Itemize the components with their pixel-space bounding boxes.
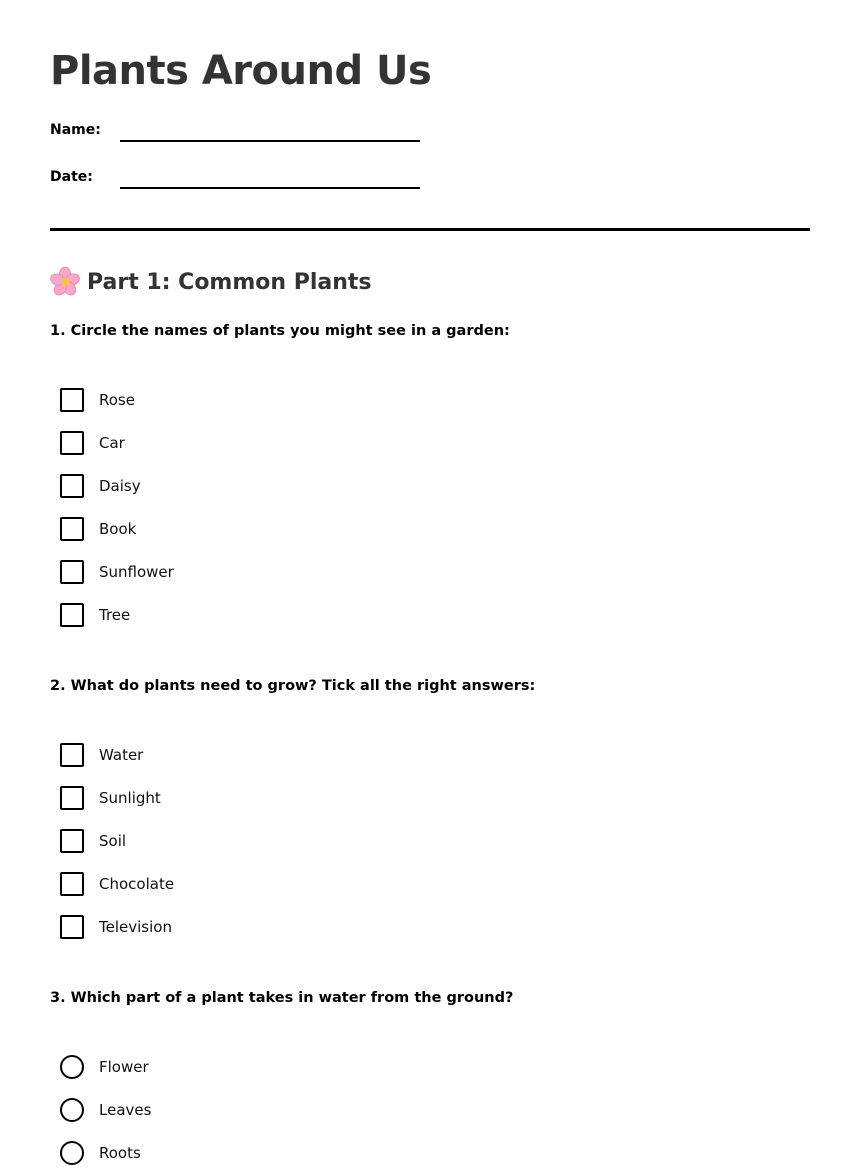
option-car[interactable] <box>60 421 174 464</box>
option-label: Leaves <box>99 1100 152 1119</box>
option-label: Roots <box>99 1143 141 1162</box>
date-input-line[interactable] <box>120 187 420 189</box>
checkbox[interactable] <box>60 872 84 896</box>
question-3: 3. Which part of a plant takes in water from the ground? <box>50 990 514 1006</box>
checkbox[interactable] <box>60 786 84 810</box>
option-roots[interactable] <box>60 1131 151 1174</box>
name-field[interactable] <box>50 122 420 148</box>
checkbox[interactable] <box>60 560 84 584</box>
checkbox[interactable] <box>60 743 84 767</box>
option-leaves[interactable] <box>60 1088 151 1131</box>
option-label: Chocolate <box>99 874 175 893</box>
option-label: Soil <box>99 831 127 850</box>
checkbox[interactable] <box>60 603 84 627</box>
option-water[interactable] <box>60 733 174 776</box>
option-label: Daisy <box>99 476 141 495</box>
radio-button[interactable] <box>60 1098 84 1122</box>
option-sunflower[interactable] <box>60 550 174 593</box>
option-book[interactable] <box>60 507 174 550</box>
option-soil[interactable] <box>60 819 174 862</box>
option-television[interactable] <box>60 905 174 948</box>
option-chocolate[interactable] <box>60 862 174 905</box>
checkbox[interactable] <box>60 915 84 939</box>
checkbox[interactable] <box>60 388 84 412</box>
option-flower[interactable] <box>60 1045 151 1088</box>
option-label: Sunflower <box>99 562 174 581</box>
question-1-options <box>60 378 174 636</box>
option-label: Flower <box>99 1057 149 1076</box>
option-label: Rose <box>99 390 135 409</box>
question-1: 1. Circle the names of plants you might see in a garden: <box>50 323 510 339</box>
checkbox[interactable] <box>60 517 84 541</box>
option-label: Tree <box>99 605 131 624</box>
name-label: Name: <box>50 122 101 138</box>
option-tree[interactable] <box>60 593 174 636</box>
cherry-blossom-icon <box>50 267 80 297</box>
option-label: Car <box>99 433 125 452</box>
checkbox[interactable] <box>60 829 84 853</box>
part1-title: Part 1: Common Plants <box>87 269 372 295</box>
header-divider <box>50 228 810 231</box>
option-daisy[interactable] <box>60 464 174 507</box>
option-label: Water <box>99 745 144 764</box>
option-label: Sunlight <box>99 788 161 807</box>
question-2-options <box>60 733 174 948</box>
option-label: Television <box>99 917 172 936</box>
option-label: Book <box>99 519 137 538</box>
checkbox[interactable] <box>60 474 84 498</box>
radio-button[interactable] <box>60 1055 84 1079</box>
page-title: Plants Around Us <box>50 48 432 94</box>
name-input-line[interactable] <box>120 140 420 142</box>
checkbox[interactable] <box>60 431 84 455</box>
date-field[interactable] <box>50 169 420 195</box>
option-rose[interactable] <box>60 378 174 421</box>
question-3-options <box>60 1045 151 1174</box>
date-label: Date: <box>50 169 93 185</box>
option-sunlight[interactable] <box>60 776 174 819</box>
part1-heading <box>50 266 372 298</box>
question-2: 2. What do plants need to grow? Tick all the right answers: <box>50 678 536 694</box>
